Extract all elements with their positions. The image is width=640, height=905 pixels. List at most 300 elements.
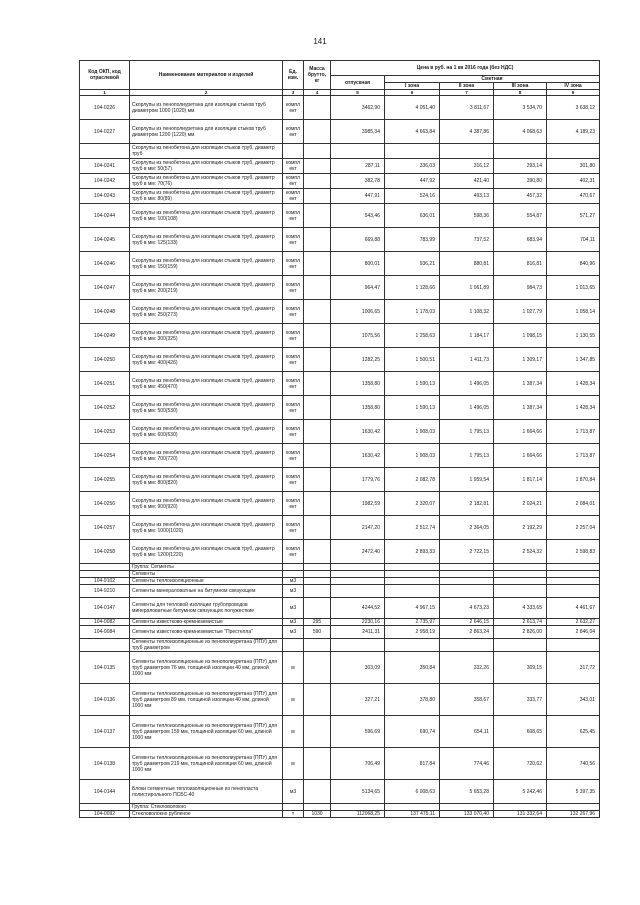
zone-3-price: 2 024,21 (494, 492, 547, 516)
zone-3-price: 293,14 (494, 159, 547, 174)
zone-3-price (494, 564, 547, 571)
zone-3-price: 1 664,66 (494, 444, 547, 468)
zone-4-price (547, 578, 600, 585)
zone-1-price: 1 908,03 (385, 444, 440, 468)
item-code: 104-0136 (80, 684, 130, 716)
item-unit (283, 564, 304, 571)
item-mass (304, 564, 331, 571)
release-price: 303,09 (331, 652, 385, 684)
item-name: Группа: Стекловолокно (130, 804, 283, 811)
item-mass (304, 492, 331, 516)
item-unit: м3 (283, 619, 304, 626)
zone-2-price: 2 722,15 (440, 540, 494, 564)
zone-2-price: 1 061,89 (440, 276, 494, 300)
page-number: 141 (313, 37, 327, 46)
zone-4-price: 704,11 (547, 228, 600, 252)
zone-1-price: 336,03 (385, 159, 440, 174)
zone-2-price: 1 496,05 (440, 372, 494, 396)
table-row (80, 120, 600, 144)
zone-4-price (547, 144, 600, 159)
item-unit: компл ект (283, 96, 304, 120)
item-unit: компл ект (283, 120, 304, 144)
item-code: 104-0244 (80, 204, 130, 228)
zone-2-price: 316,12 (440, 159, 494, 174)
zone-3-price: 720,62 (494, 748, 547, 780)
release-price: 1282,25 (331, 348, 385, 372)
zone-4-price: 1 870,84 (547, 468, 600, 492)
item-unit: м (283, 716, 304, 748)
column-index: 8 (494, 90, 547, 96)
zone-4-price: 3 638,12 (547, 96, 600, 120)
item-mass (304, 396, 331, 420)
item-code: 104-0245 (80, 228, 130, 252)
item-unit: компл ект (283, 420, 304, 444)
zone-1-price (385, 585, 440, 598)
zone-2-price: 3 811,67 (440, 96, 494, 120)
release-price (331, 585, 385, 598)
item-mass (304, 684, 331, 716)
table-row (80, 174, 600, 189)
zone-1-price: 1 500,51 (385, 348, 440, 372)
zone-1-price: 1 590,13 (385, 372, 440, 396)
table-row (80, 276, 600, 300)
zone-3-price: 1 309,17 (494, 348, 547, 372)
zone-3-price: 309,15 (494, 652, 547, 684)
zone-2-price: 1 795,13 (440, 444, 494, 468)
release-price (331, 564, 385, 571)
column-index: 9 (547, 90, 600, 96)
item-name: Скорлупы из пенобетона для изоляции стыков труб, диаметр труб в мм: 250(273) (130, 300, 283, 324)
header-zone-4: IV зона (547, 83, 600, 90)
item-code: 104-0255 (80, 468, 130, 492)
item-name: Сегменты для тепловой изоляции трубопроводов минераловатные битумном связующих полужесткие (130, 598, 283, 619)
item-unit: компл ект (283, 252, 304, 276)
item-unit: компл ект (283, 348, 304, 372)
release-price: 800,01 (331, 252, 385, 276)
zone-1-price: 1 258,63 (385, 324, 440, 348)
zone-2-price: 1 795,13 (440, 420, 494, 444)
table-row (80, 564, 600, 571)
header-zone-1: I зона (385, 83, 440, 90)
item-code: 104-0147 (80, 598, 130, 619)
item-code: 104-0135 (80, 652, 130, 684)
zone-4-price: 1 428,34 (547, 396, 600, 420)
zone-2-price: 1 411,73 (440, 348, 494, 372)
header-estimate: Сметная (385, 76, 600, 83)
item-unit: м3 (283, 780, 304, 804)
item-unit: компл ект (283, 492, 304, 516)
table-row (80, 444, 600, 468)
zone-2-price: 774,46 (440, 748, 494, 780)
item-unit: компл ект (283, 228, 304, 252)
zone-1-price (385, 571, 440, 578)
table-row (80, 204, 600, 228)
item-name: Скорлупы из пенобетона для изоляции стыков труб, диаметр труб в мм: 1200(1220) (130, 540, 283, 564)
zone-4-price: 740,56 (547, 748, 600, 780)
release-price (331, 639, 385, 652)
zone-4-price: 132 267,96 (547, 811, 600, 818)
item-code: 104-0254 (80, 444, 130, 468)
zone-1-price: 1 178,03 (385, 300, 440, 324)
zone-4-price (547, 585, 600, 598)
zone-2-price: 2 182,81 (440, 492, 494, 516)
zone-3-price: 1 027,79 (494, 300, 547, 324)
release-price (331, 578, 385, 585)
zone-2-price: 654,11 (440, 716, 494, 748)
zone-2-price: 4 673,23 (440, 598, 494, 619)
item-name: Сегменты (130, 571, 283, 578)
item-unit: компл ект (283, 159, 304, 174)
item-name: Сегменты теплоизоляционные из пенополиуретана (ППУ) для труб диаметром 76 мм, толщиной изоляции 40 мм, длиной 1000 мм (130, 652, 283, 684)
zone-4-price: 2 257,04 (547, 516, 600, 540)
item-name: Сегменты теплоизоляционные из пенополиуретана (ППУ) для труб диаметром 159 мм, толщиной изоляции 60 мм, длиной 1000 мм (130, 716, 283, 748)
release-price: 2411,31 (331, 626, 385, 639)
zone-1-price: 4 967,15 (385, 598, 440, 619)
item-mass (304, 716, 331, 748)
zone-3-price: 390,80 (494, 174, 547, 189)
item-unit (283, 804, 304, 811)
table-row (80, 571, 600, 578)
item-code: 104-0256 (80, 492, 130, 516)
item-code: 104-0253 (80, 420, 130, 444)
item-unit: компл ект (283, 468, 304, 492)
column-index: 5 (331, 90, 385, 96)
item-mass (304, 372, 331, 396)
zone-1-price: 936,21 (385, 252, 440, 276)
item-code: 104-0226 (80, 96, 130, 120)
item-unit: компл ект (283, 276, 304, 300)
header-unit: Ед. изм. (283, 61, 304, 90)
zone-4-price (547, 639, 600, 652)
zone-2-price: 4 387,86 (440, 120, 494, 144)
release-price: 1779,76 (331, 468, 385, 492)
item-code (80, 144, 130, 159)
item-name: Сегменты теплоизоляционные (130, 578, 283, 585)
header-release: отпускная (331, 76, 385, 90)
zone-3-price: 554,87 (494, 204, 547, 228)
zone-2-price (440, 564, 494, 571)
item-unit: компл ект (283, 300, 304, 324)
item-mass (304, 120, 331, 144)
release-price: 706,49 (331, 748, 385, 780)
zone-2-price: 133 070,40 (440, 811, 494, 818)
item-code: 104-0257 (80, 516, 130, 540)
zone-4-price (547, 564, 600, 571)
header-mass: Масса брутто, кг (304, 61, 331, 90)
item-name: Блоки сегментные теплоизоляционные из пенопласта полистирольного ПСБС-40 (130, 780, 283, 804)
zone-3-price: 4 068,63 (494, 120, 547, 144)
zone-2-price (440, 804, 494, 811)
zone-2-price (440, 639, 494, 652)
zone-2-price: 1 184,17 (440, 324, 494, 348)
table-row (80, 468, 600, 492)
column-index: 3 (283, 90, 304, 96)
zone-2-price (440, 578, 494, 585)
item-unit: т (283, 811, 304, 818)
zone-4-price: 2 084,01 (547, 492, 600, 516)
table-row (80, 228, 600, 252)
item-mass (304, 144, 331, 159)
zone-1-price: 1 590,13 (385, 396, 440, 420)
item-mass (304, 639, 331, 652)
zone-2-price: 1 959,54 (440, 468, 494, 492)
column-index: 6 (385, 90, 440, 96)
item-code: 104-0258 (80, 540, 130, 564)
zone-2-price (440, 585, 494, 598)
zone-1-price: 4 663,84 (385, 120, 440, 144)
header-zone-3: III зона (494, 83, 547, 90)
item-code: 104-0251 (80, 372, 130, 396)
item-mass (304, 444, 331, 468)
zone-2-price: 421,40 (440, 174, 494, 189)
zone-4-price: 1 013,65 (547, 276, 600, 300)
zone-4-price (547, 571, 600, 578)
item-name: Скорлупы из пенобетона для изоляции стыков труб, диаметр труб в мм: 50(57) (130, 159, 283, 174)
table-row (80, 252, 600, 276)
table-row (80, 578, 600, 585)
zone-2-price: 2 863,24 (440, 626, 494, 639)
item-code: 104-9102 (80, 578, 130, 585)
item-code: 104-0248 (80, 300, 130, 324)
release-price: 3985,34 (331, 120, 385, 144)
release-price (331, 571, 385, 578)
item-code: 104-9210 (80, 585, 130, 598)
zone-3-price: 1 664,66 (494, 420, 547, 444)
item-name: Сегменты минераловатные на битумном связующем (130, 585, 283, 598)
item-name: Скорлупы из пенобетона для изоляции стыков труб, диаметр труб в мм: 500(530) (130, 396, 283, 420)
table-row (80, 159, 600, 174)
item-mass (304, 204, 331, 228)
item-mass (304, 804, 331, 811)
zone-3-price: 4 333,65 (494, 598, 547, 619)
release-price: 1075,56 (331, 324, 385, 348)
zone-1-price: 2 958,19 (385, 626, 440, 639)
zone-2-price: 1 496,05 (440, 396, 494, 420)
zone-4-price: 1 713,87 (547, 444, 600, 468)
zone-4-price: 1 058,14 (547, 300, 600, 324)
zone-1-price: 2 735,97 (385, 619, 440, 626)
item-name: Сегменты теплоизоляционные из пенополиуретана (ППУ) для труб диаметром 89 мм, толщиной изоляции 40 мм, длиной 1000 мм (130, 684, 283, 716)
item-unit: компл ект (283, 324, 304, 348)
zone-3-price: 2 826,00 (494, 626, 547, 639)
zone-4-price: 5 397,35 (547, 780, 600, 804)
zone-1-price (385, 564, 440, 571)
item-unit: компл ект (283, 444, 304, 468)
zone-3-price: 333,77 (494, 684, 547, 716)
zone-2-price (440, 144, 494, 159)
release-price: 287,11 (331, 159, 385, 174)
release-price (331, 804, 385, 811)
item-name: Скорлупы из пенобетона для изоляции стыков труб, диаметр труб в мм: 200(219) (130, 276, 283, 300)
table-row (80, 619, 600, 626)
zone-4-price: 402,31 (547, 174, 600, 189)
zone-4-price: 2 598,83 (547, 540, 600, 564)
item-mass (304, 174, 331, 189)
item-mass: 1030 (304, 811, 331, 818)
release-price: 2230,16 (331, 619, 385, 626)
zone-4-price: 1 713,87 (547, 420, 600, 444)
zone-1-price: 1 908,03 (385, 420, 440, 444)
item-mass (304, 300, 331, 324)
item-code: 104-0084 (80, 626, 130, 639)
item-unit: м (283, 684, 304, 716)
zone-3-price (494, 144, 547, 159)
item-name: Группа: Сегменты (130, 564, 283, 571)
zone-1-price: 137 475,11 (385, 811, 440, 818)
item-unit (283, 144, 304, 159)
zone-1-price: 2 082,78 (385, 468, 440, 492)
zone-4-price: 571,27 (547, 204, 600, 228)
zone-2-price: 358,67 (440, 684, 494, 716)
item-name: Скорлупы из пенобетона для изоляции стыков труб, диаметр труб в мм: 80(89) (130, 189, 283, 204)
zone-4-price: 2 632,27 (547, 619, 600, 626)
item-mass (304, 652, 331, 684)
zone-4-price: 317,72 (547, 652, 600, 684)
zone-4-price: 2 846,04 (547, 626, 600, 639)
zone-3-price: 1 387,34 (494, 396, 547, 420)
zone-1-price (385, 804, 440, 811)
zone-1-price: 524,16 (385, 189, 440, 204)
zone-3-price: 5 242,46 (494, 780, 547, 804)
zone-3-price (494, 585, 547, 598)
item-name: Стекловолокно рубленое (130, 811, 283, 818)
table-row (80, 300, 600, 324)
item-mass: 295 (304, 619, 331, 626)
zone-2-price: 493,13 (440, 189, 494, 204)
item-unit: м3 (283, 598, 304, 619)
release-price: 1630,42 (331, 420, 385, 444)
zone-4-price: 1 347,85 (547, 348, 600, 372)
release-price: 1358,80 (331, 396, 385, 420)
price-table (79, 60, 600, 818)
zone-2-price: 2 364,05 (440, 516, 494, 540)
item-name: Сегменты известково-кремнеземистые (130, 619, 283, 626)
table-row (80, 811, 600, 818)
release-price: 3462,90 (331, 96, 385, 120)
zone-3-price (494, 639, 547, 652)
zone-1-price: 690,74 (385, 716, 440, 748)
item-mass (304, 585, 331, 598)
item-name: Сегменты известково-кремнеземистые "Престелла" (130, 626, 283, 639)
table-row (80, 516, 600, 540)
item-name: Скорлупы из пенобетона для изоляции стыков труб, диаметр труб в мм: 450(470) (130, 372, 283, 396)
table-row (80, 598, 600, 619)
zone-3-price: 131 332,64 (494, 811, 547, 818)
item-code: 104-0137 (80, 716, 130, 748)
item-code: 104-0243 (80, 189, 130, 204)
table-row (80, 716, 600, 748)
zone-1-price: 2 893,33 (385, 540, 440, 564)
item-mass (304, 189, 331, 204)
zone-3-price: 984,73 (494, 276, 547, 300)
item-mass (304, 598, 331, 619)
zone-3-price: 608,65 (494, 716, 547, 748)
zone-4-price (547, 804, 600, 811)
table-row (80, 324, 600, 348)
header-code: Код ОКП, код отраслевой (80, 61, 130, 90)
item-code: 104-0227 (80, 120, 130, 144)
item-code: 104-0249 (80, 324, 130, 348)
table-row (80, 585, 600, 598)
item-code: 104-0241 (80, 159, 130, 174)
table-row (80, 396, 600, 420)
column-index: 2 (130, 90, 283, 96)
item-mass (304, 324, 331, 348)
item-name: Скорлупы из пенобетона для изоляции стыков труб, диаметр труб в мм: 150(159) (130, 252, 283, 276)
item-name: Скорлупы из пенобетона для изоляции стыков труб, диаметр труб в мм: 70(76) (130, 174, 283, 189)
item-code: 104-0247 (80, 276, 130, 300)
item-unit: компл ект (283, 516, 304, 540)
header-zone-2: II зона (440, 83, 494, 90)
zone-3-price: 1 387,34 (494, 372, 547, 396)
item-name: Скорлупы из пенобетона для изоляции стыков труб, диаметр труб в мм: 1000(1020) (130, 516, 283, 540)
price-table-body (80, 96, 600, 818)
zone-3-price (494, 571, 547, 578)
item-code (80, 564, 130, 571)
item-unit (283, 571, 304, 578)
table-row (80, 652, 600, 684)
item-unit: компл ект (283, 540, 304, 564)
item-unit: м (283, 748, 304, 780)
table-row (80, 372, 600, 396)
item-code: 104-0082 (80, 619, 130, 626)
table-row (80, 804, 600, 811)
zone-1-price: 636,01 (385, 204, 440, 228)
zone-3-price: 1 098,15 (494, 324, 547, 348)
release-price: 1006,65 (331, 300, 385, 324)
item-mass (304, 748, 331, 780)
zone-2-price: 2 646,15 (440, 619, 494, 626)
zone-1-price: 350,84 (385, 652, 440, 684)
release-price: 1982,59 (331, 492, 385, 516)
item-unit: м3 (283, 585, 304, 598)
release-price: 447,91 (331, 189, 385, 204)
item-name: Скорлупы из пенобетона для изоляции стыков труб, диаметр труб в мм: 100(108) (130, 204, 283, 228)
release-price: 543,46 (331, 204, 385, 228)
item-mass (304, 96, 331, 120)
release-price: 964,47 (331, 276, 385, 300)
item-unit (283, 639, 304, 652)
column-index: 1 (80, 90, 130, 96)
item-name: Скорлупы из пенобетона для изоляции стыков труб, диаметр труб (130, 144, 283, 159)
zone-4-price: 343,01 (547, 684, 600, 716)
item-code (80, 571, 130, 578)
column-index: 7 (440, 90, 494, 96)
release-price: 327,21 (331, 684, 385, 716)
table-row (80, 540, 600, 564)
item-mass (304, 348, 331, 372)
table-row (80, 96, 600, 120)
zone-1-price: 2 512,74 (385, 516, 440, 540)
item-mass (304, 571, 331, 578)
item-code: 104-0144 (80, 780, 130, 804)
item-mass (304, 420, 331, 444)
table-row (80, 144, 600, 159)
item-name: Скорлупы из пенобетона для изоляции стыков труб, диаметр труб в мм: 800(820) (130, 468, 283, 492)
release-price: 2147,20 (331, 516, 385, 540)
zone-4-price: 840,96 (547, 252, 600, 276)
zone-3-price: 3 534,70 (494, 96, 547, 120)
item-code: 104-0252 (80, 396, 130, 420)
zone-1-price (385, 144, 440, 159)
release-price: 2472,40 (331, 540, 385, 564)
item-code: 104-0138 (80, 748, 130, 780)
item-name: Сегменты теплоизоляционные из пенополиуретана (ППУ) для труб диаметром (130, 639, 283, 652)
zone-3-price: 1 817,14 (494, 468, 547, 492)
item-name: Скорлупы из пенобетона для изоляции стыков труб, диаметр труб в мм: 600(630) (130, 420, 283, 444)
header-name: Наименование материалов и изделий (130, 61, 283, 90)
item-name: Скорлупы из пенополиуретана для изоляции стыков труб диаметром 1000 (1020) мм (130, 96, 283, 120)
